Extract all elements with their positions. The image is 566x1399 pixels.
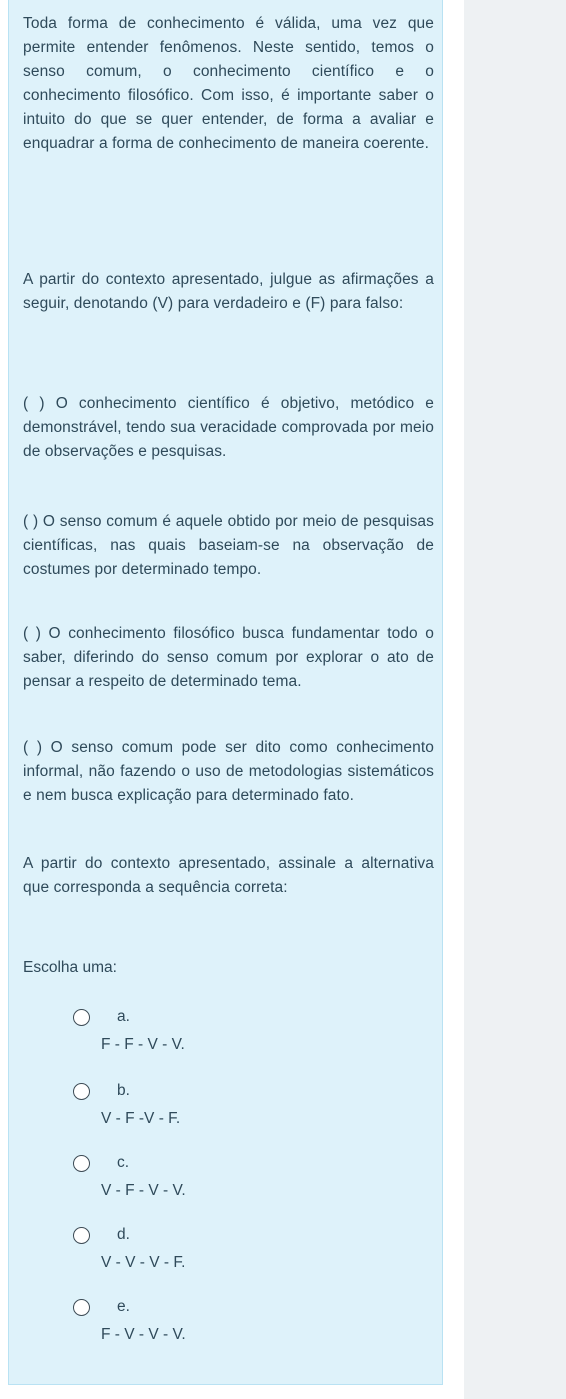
context-paragraph: Toda forma de conhecimento é válida, uma vez que permite entender fenômenos. Neste sentido, temos o senso comum, o conhecimento científico e o conhecimento filosófico. Com isso, é importante saber o intuito do que se quer entender, de forma a avaliar e enquadrar a forma de conhecimento de maneira coerente. xyxy=(23,15,434,152)
answer-option-e[interactable] xyxy=(73,1294,433,1350)
option-text: F - V - V - V. xyxy=(101,1326,186,1343)
option-letter: a. xyxy=(117,1008,130,1025)
option-text: V - F - V - V. xyxy=(101,1182,186,1199)
answer-option-b[interactable] xyxy=(73,1078,433,1134)
statement-1: ( ) O conhecimento científico é objetivo, metódico e demonstrável, tendo sua veracidade comprovada por meio de observações e pesquisas. xyxy=(23,395,434,460)
option-text: V - F -V - F. xyxy=(101,1110,181,1127)
radio-button-icon[interactable] xyxy=(73,1299,90,1316)
question-text-card xyxy=(8,0,443,1385)
option-letter: e. xyxy=(117,1298,130,1315)
option-letter: c. xyxy=(117,1154,130,1171)
radio-button-icon[interactable] xyxy=(73,1083,90,1100)
answer-option-d[interactable] xyxy=(73,1222,433,1278)
radio-button-icon[interactable] xyxy=(73,1227,90,1244)
side-panel xyxy=(464,0,566,1399)
statement-3: ( ) O conhecimento filosófico busca fundamentar todo o saber, diferindo do senso comum por explorar o ato de pensar a respeito de determinado tema. xyxy=(23,625,434,690)
option-text: V - V - V - F. xyxy=(101,1254,186,1271)
question-prompt: A partir do contexto apresentado, assinale a alternativa que corresponda a sequência correta: xyxy=(23,855,434,896)
instruction-paragraph: A partir do contexto apresentado, julgue as afirmações a seguir, denotando (V) para verdadeiro e (F) para falso: xyxy=(23,271,434,312)
choose-one-label: Escolha uma: xyxy=(23,959,117,976)
radio-button-icon[interactable] xyxy=(73,1155,90,1172)
statement-4: ( ) O senso comum pode ser dito como conhecimento informal, não fazendo o uso de metodologias sistemáticos e nem busca explicação para determinado fato. xyxy=(23,739,434,804)
option-text: F - F - V - V. xyxy=(101,1036,185,1053)
answer-option-c[interactable] xyxy=(73,1150,433,1206)
radio-button-icon[interactable] xyxy=(73,1009,90,1026)
option-letter: d. xyxy=(117,1226,130,1243)
statement-2: ( ) O senso comum é aquele obtido por meio de pesquisas científicas, nas quais baseiam-se na observação de costumes por determinado tempo. xyxy=(23,513,434,578)
option-letter: b. xyxy=(117,1082,130,1099)
answer-option-a[interactable] xyxy=(73,1004,433,1060)
